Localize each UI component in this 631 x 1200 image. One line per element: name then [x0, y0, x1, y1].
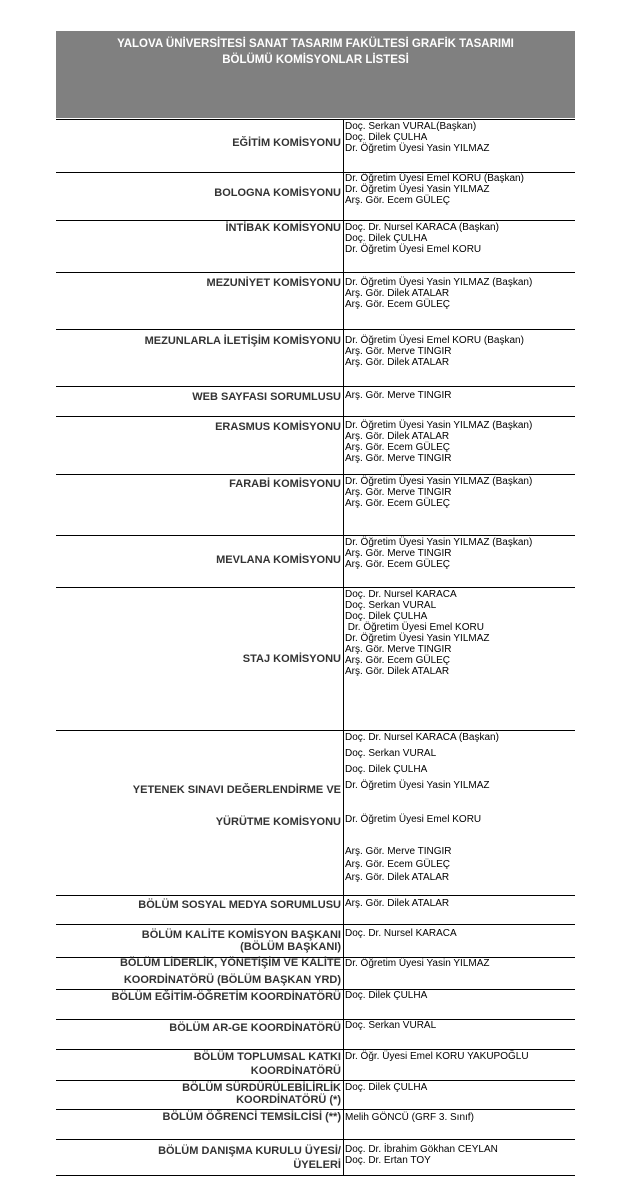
member-name: Arş. Gör. Ecem GÜLEÇ — [345, 299, 451, 310]
commission-name: KOORDİNATÖRÜ (BÖLÜM BAŞKAN YRD) — [123, 974, 341, 986]
member-name: Doç. Serkan VURAL(Başkan) — [345, 121, 477, 132]
member-name: Doç. Serkan VURAL — [345, 1020, 437, 1031]
commission-name: KOORDİNATÖRÜ (*) — [236, 1094, 341, 1106]
member-name: Dr. Öğr. Üyesi Emel KORU YAKUPOĞLU — [345, 1051, 529, 1062]
member-name: Doç. Dr. Ertan TOY — [345, 1155, 431, 1166]
member-name: Arş. Gör. Dilek ATALAR — [345, 872, 450, 883]
member-name: Doç. Dilek ÇULHA — [345, 1082, 428, 1093]
member-name: Arş. Gör. Ecem GÜLEÇ — [345, 195, 451, 206]
member-name: Arş. Gör. Dilek ATALAR — [345, 357, 450, 368]
commission-name: (BÖLÜM BAŞKANI) — [240, 941, 341, 953]
member-name: Dr. Öğretim Üyesi Emel KORU — [345, 622, 484, 633]
member-name: Arş. Gör. Dilek ATALAR — [345, 898, 450, 909]
members-list — [345, 476, 573, 509]
member-name: Dr. Öğretim Üyesi Yasin YILMAZ — [345, 633, 490, 644]
commission-name: BÖLÜM KALİTE KOMİSYON BAŞKANI — [141, 929, 341, 941]
members-list — [345, 537, 573, 570]
member-name: Dr. Öğretim Üyesi Yasin YILMAZ (Başkan) — [345, 476, 533, 487]
commission-name: MEZUNİYET KOMİSYONU — [206, 277, 341, 289]
commission-name: EĞİTİM KOMİSYONU — [232, 137, 341, 149]
member-name: Arş. Gör. Dilek ATALAR — [345, 288, 450, 299]
commission-name: İNTİBAK KOMİSYONU — [225, 222, 341, 234]
table-row — [56, 1109, 575, 1139]
member-name: Dr. Öğretim Üyesi Emel KORU (Başkan) — [345, 173, 524, 184]
members-list — [345, 928, 573, 939]
commission-name: BÖLÜM AR-GE KOORDİNATÖRÜ — [169, 1022, 341, 1034]
table-row — [56, 220, 575, 272]
table-bottom-border — [56, 1175, 575, 1176]
member-name: Melih GÖNCÜ (GRF 3. Sınıf) — [345, 1112, 474, 1123]
table-row — [56, 1049, 575, 1080]
member-name: Arş. Gör. Merve TINGIR — [345, 487, 452, 498]
member-name: Dr. Öğretim Üyesi Emel KORU — [345, 814, 482, 825]
table-row — [56, 535, 575, 587]
table-row — [56, 119, 575, 172]
commission-name: YÜRÜTME KOMİSYONU — [215, 816, 341, 828]
member-name: Dr. Öğretim Üyesi Emel KORU — [345, 244, 482, 255]
commission-name: BÖLÜM EĞİTİM-ÖĞRETİM KOORDİNATÖRÜ — [111, 991, 341, 1003]
commission-name: ÜYELERİ — [293, 1159, 341, 1171]
member-name: Arş. Gör. Ecem GÜLEÇ — [345, 559, 451, 570]
member-name: Doç. Dilek ÇULHA — [345, 132, 428, 143]
table-row — [56, 329, 575, 386]
member-name: Arş. Gör. Merve TINGIR — [345, 644, 452, 655]
table-row — [56, 1019, 575, 1049]
member-name: Arş. Gör. Ecem GÜLEÇ — [345, 655, 451, 666]
commission-name: KOORDİNATÖRÜ — [250, 1065, 341, 1077]
member-name: Arş. Gör. Ecem GÜLEÇ — [345, 859, 451, 870]
commission-name: YETENEK SINAVI DEĞERLENDİRME VE — [132, 784, 341, 796]
table-row — [56, 272, 575, 329]
member-name: Arş. Gör. Merve TINGIR — [345, 390, 452, 401]
members-list — [345, 222, 573, 255]
member-name: Arş. Gör. Merve TINGIR — [345, 453, 452, 464]
member-name: Dr. Öğretim Üyesi Yasin YILMAZ (Başkan) — [345, 420, 533, 431]
commission-name: BOLOGNA KOMİSYONU — [214, 187, 341, 199]
commission-name: ERASMUS KOMİSYONU — [215, 421, 341, 433]
header-title-line-1: YALOVA ÜNİVERSİTESİ SANAT TASARIM FAKÜLTESİ GRAFİK TASARIMI — [117, 38, 514, 50]
member-name: Dr. Öğretim Üyesi Yasin YILMAZ (Başkan) — [345, 537, 533, 548]
header-title-line-2: BÖLÜMÜ KOMİSYONLAR LİSTESİ — [222, 54, 409, 66]
table-row — [56, 416, 575, 474]
member-name: Dr. Öğretim Üyesi Yasin YILMAZ (Başkan) — [345, 277, 533, 288]
members-list — [345, 958, 573, 969]
commission-name: FARABİ KOMİSYONU — [229, 478, 341, 490]
member-name: Arş. Gör. Ecem GÜLEÇ — [345, 442, 451, 453]
table-row — [56, 1139, 575, 1175]
commission-name: BÖLÜM LİDERLİK, YÖNETİŞİM VE KALİTE — [119, 957, 341, 969]
table-row — [56, 172, 575, 220]
members-list — [345, 390, 573, 401]
member-name: Arş. Gör. Merve TINGIR — [345, 548, 452, 559]
table-row — [56, 587, 575, 730]
column-divider — [343, 119, 344, 1175]
member-name: Dr. Öğretim Üyesi Emel KORU (Başkan) — [345, 335, 524, 346]
table-header — [56, 31, 575, 118]
commission-name: MEZUNLARLA İLETİŞİM KOMİSYONU — [144, 335, 341, 347]
member-name: Dr. Öğretim Üyesi Yasin YILMAZ — [345, 958, 490, 969]
member-name: Dr. Öğretim Üyesi Yasin YILMAZ — [345, 143, 490, 154]
members-list — [345, 420, 573, 464]
member-name: Doç. Dilek ÇULHA — [345, 611, 428, 622]
member-name: Doç. Serkan VURAL — [345, 748, 437, 759]
table-row — [56, 1080, 575, 1109]
member-name: Dr. Öğretim Üyesi Yasin YILMAZ — [345, 780, 490, 791]
table-row — [56, 957, 575, 989]
table-row — [56, 895, 575, 924]
member-name: Doç. Dr. Nursel KARACA — [345, 589, 457, 600]
member-name: Arş. Gör. Merve TINGIR — [345, 846, 452, 857]
members-list — [345, 898, 573, 909]
members-list — [345, 1144, 573, 1166]
member-name: Doç. Dilek ÇULHA — [345, 764, 428, 775]
commission-name: WEB SAYFASI SORUMLUSU — [192, 391, 341, 403]
table-row — [56, 989, 575, 1019]
table-row — [56, 474, 575, 535]
members-list — [345, 990, 573, 1001]
commission-name: BÖLÜM SÜRDÜRÜLEBİLİRLİK — [182, 1082, 341, 1094]
member-name: Doç. Dilek ÇULHA — [345, 990, 428, 1001]
members-list — [345, 335, 573, 368]
members-list — [345, 1082, 573, 1093]
member-name: Doç. Serkan VURAL — [345, 600, 437, 611]
member-name: Arş. Gör. Merve TINGIR — [345, 346, 452, 357]
members-list — [345, 173, 573, 206]
member-name: Doç. Dr. Nursel KARACA (Başkan) — [345, 222, 499, 233]
members-list — [345, 1051, 573, 1062]
members-list — [345, 121, 573, 154]
member-name: Dr. Öğretim Üyesi Yasin YILMAZ — [345, 184, 490, 195]
commission-name: MEVLANA KOMİSYONU — [216, 554, 341, 566]
commission-name: BÖLÜM DANIŞMA KURULU ÜYESİ/ — [158, 1145, 341, 1157]
members-list — [345, 1020, 573, 1031]
commission-name: BÖLÜM SOSYAL MEDYA SORUMLUSU — [138, 899, 341, 911]
table-row — [56, 386, 575, 416]
member-name: Doç. Dr. Nursel KARACA (Başkan) — [345, 732, 499, 743]
members-list — [345, 277, 573, 310]
commission-name: BÖLÜM ÖĞRENCİ TEMSİLCİSİ (**) — [162, 1111, 341, 1123]
member-name: Doç. Dr. Nursel KARACA — [345, 928, 457, 939]
table-row — [56, 924, 575, 957]
member-name: Doç. Dr. İbrahim Gökhan CEYLAN — [345, 1144, 498, 1155]
member-name: Arş. Gör. Ecem GÜLEÇ — [345, 498, 451, 509]
commission-name: BÖLÜM TOPLUMSAL KATKI — [193, 1051, 341, 1063]
members-list — [345, 1112, 573, 1123]
table-row — [56, 730, 575, 895]
member-name: Arş. Gör. Dilek ATALAR — [345, 431, 450, 442]
members-list — [345, 589, 573, 677]
commission-name: STAJ KOMİSYONU — [242, 653, 341, 665]
member-name: Arş. Gör. Dilek ATALAR — [345, 666, 450, 677]
member-name: Doç. Dilek ÇULHA — [345, 233, 428, 244]
